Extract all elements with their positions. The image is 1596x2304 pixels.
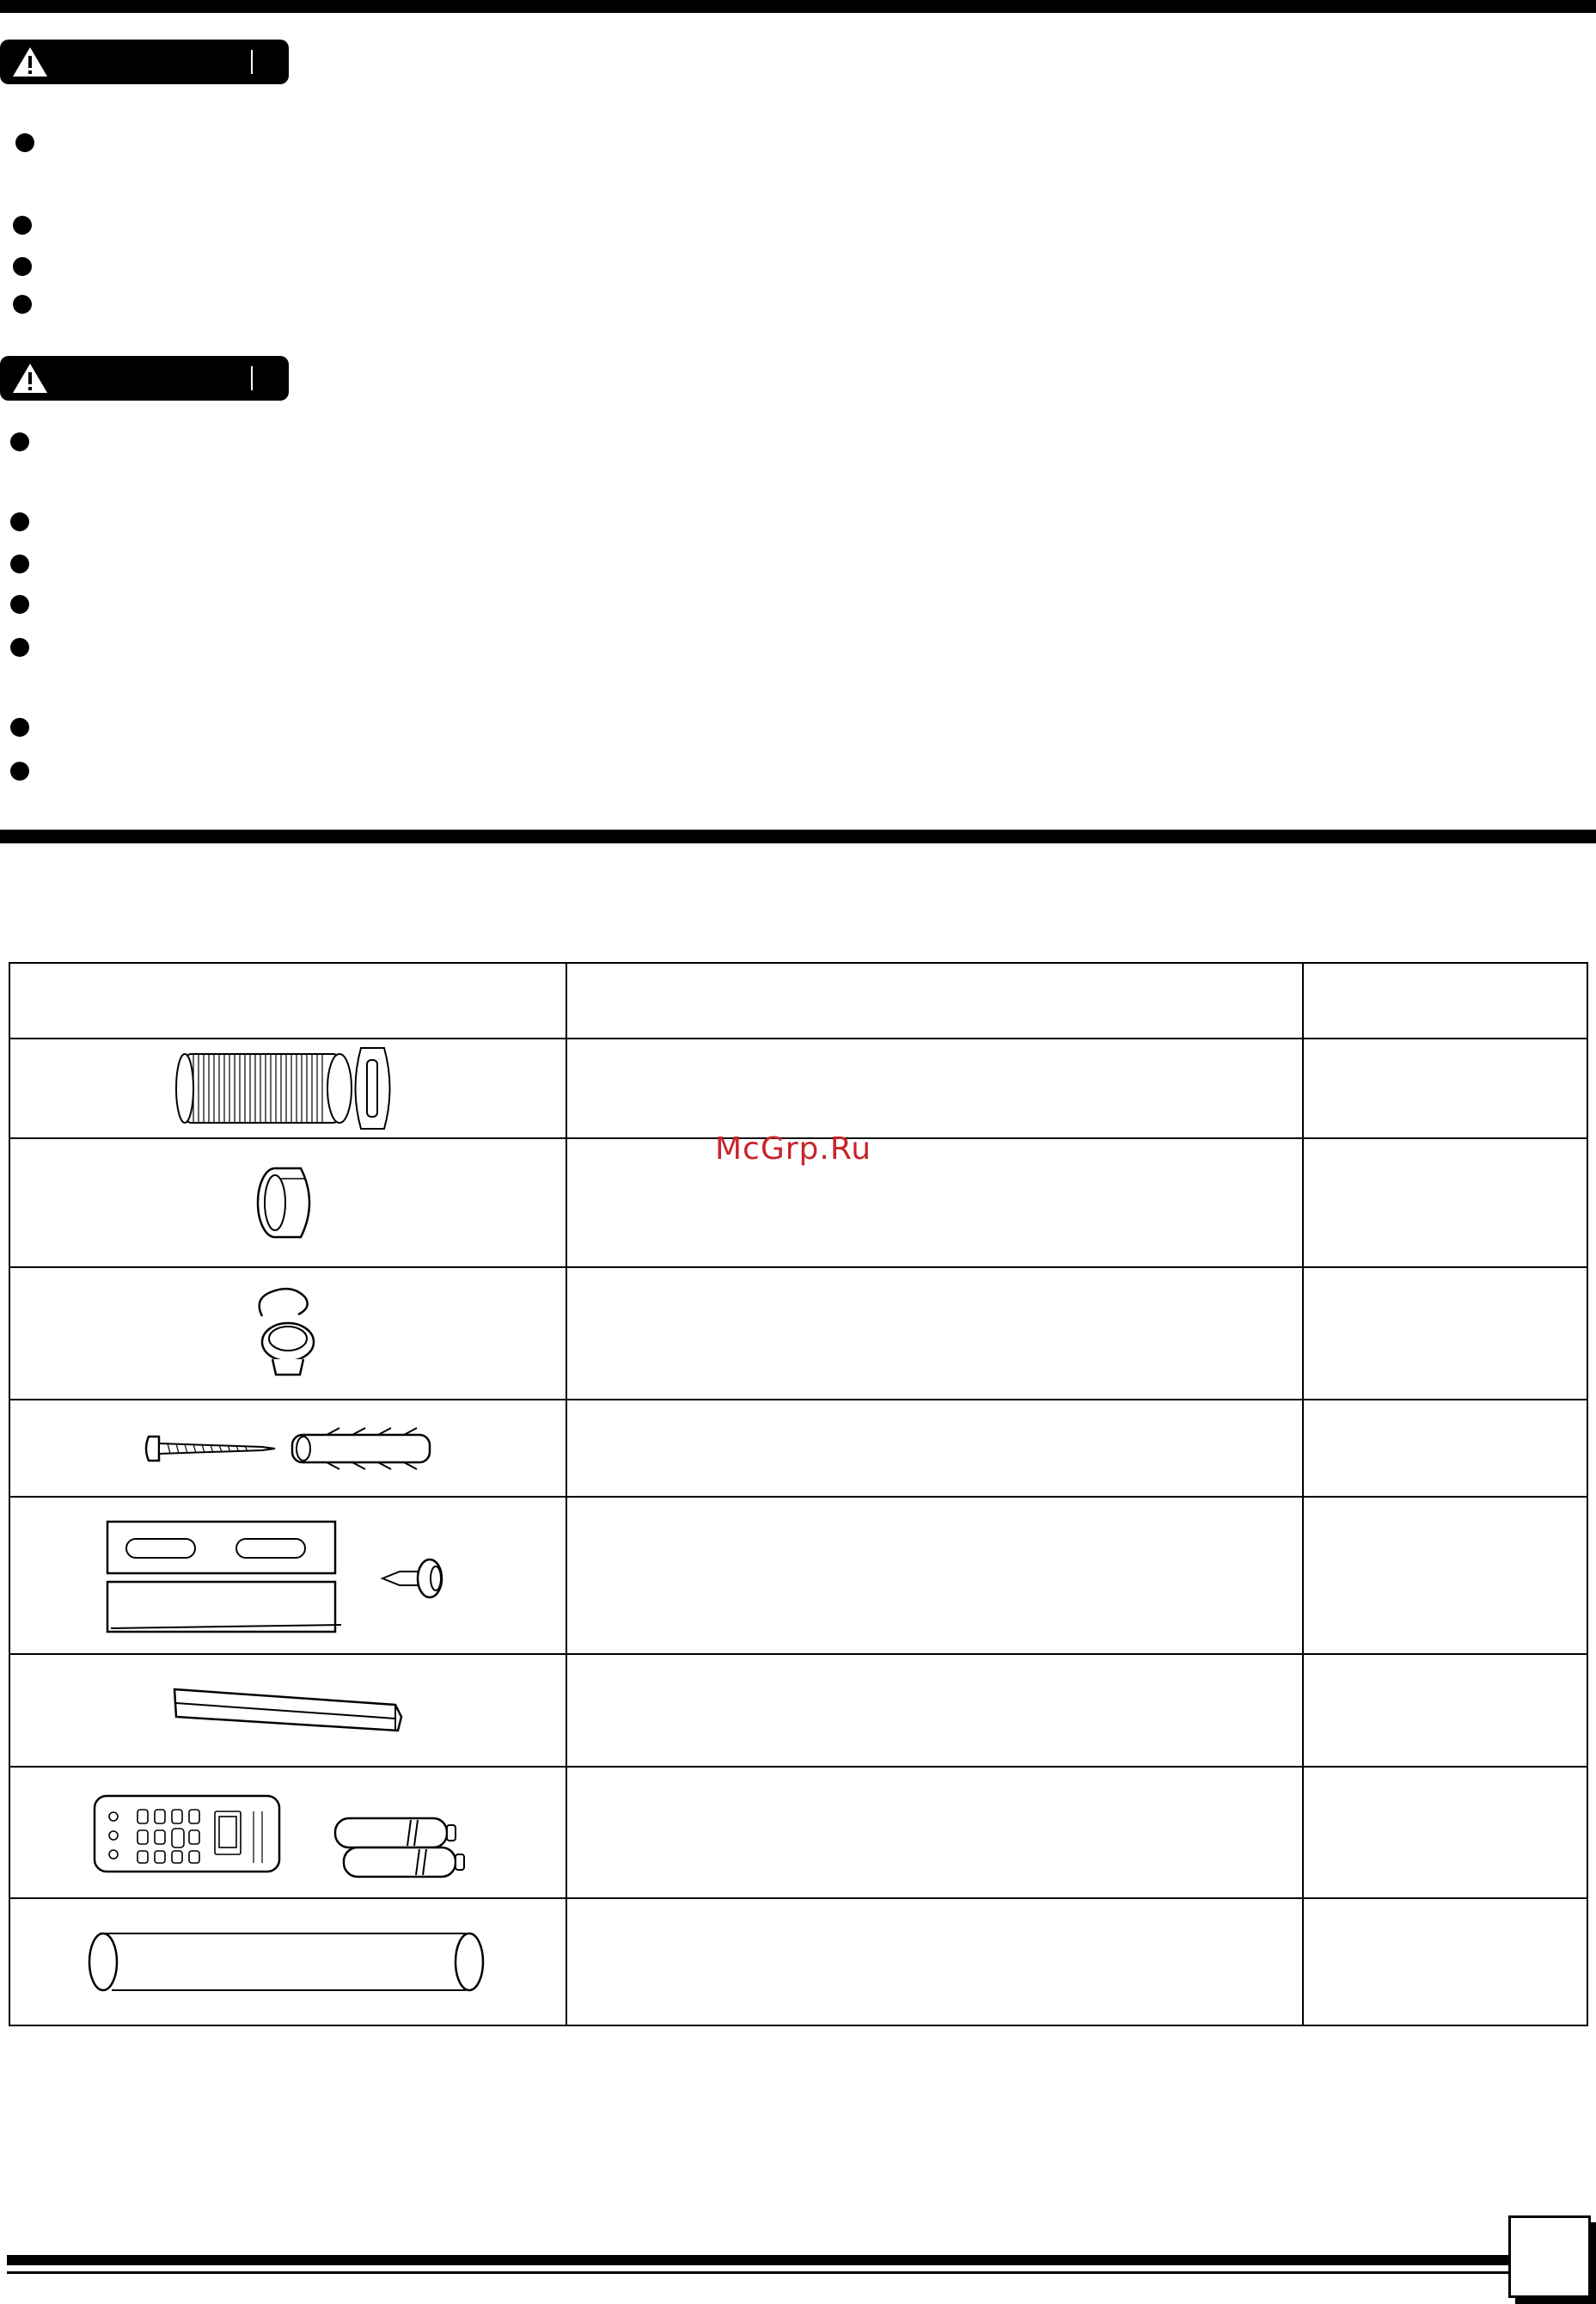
quantity-cell (1303, 1267, 1587, 1400)
list-bullet (13, 295, 32, 314)
header-cell (1303, 963, 1587, 1039)
image-cell (9, 1497, 566, 1654)
table-row (9, 1267, 1587, 1400)
description-cell (566, 1767, 1303, 1898)
list-bullet (10, 638, 29, 657)
list-bullet (10, 555, 29, 573)
description-cell (566, 1654, 1303, 1767)
footer-rule-thick (7, 2255, 1513, 2265)
quantity-cell (1303, 1138, 1587, 1267)
warning-triangle-icon (10, 45, 50, 79)
image-cell (9, 1267, 566, 1400)
description-cell (566, 1039, 1303, 1138)
warning-banner (0, 356, 289, 401)
remote-control-batteries-icon (86, 1786, 490, 1880)
cylinder-foam-icon (86, 1923, 490, 2001)
image-cell (9, 1400, 566, 1497)
hose-adapter-ring-icon (249, 1160, 327, 1246)
table-row (9, 1654, 1587, 1767)
image-cell (9, 1898, 566, 2025)
quantity-cell (1303, 1767, 1587, 1898)
image-cell (9, 1654, 566, 1767)
image-cell (9, 1767, 566, 1898)
quantity-cell (1303, 1400, 1587, 1497)
header-cell (566, 963, 1303, 1039)
description-cell (566, 1898, 1303, 2025)
exhaust-hose-icon (159, 1041, 417, 1136)
screw-and-anchor-icon (142, 1423, 434, 1474)
table-row (9, 1898, 1587, 2025)
table-row (9, 1400, 1587, 1497)
description-cell (566, 1138, 1303, 1267)
header-cell (9, 963, 566, 1039)
list-bullet (10, 595, 29, 614)
list-bullet (13, 257, 32, 276)
description-cell (566, 1267, 1303, 1400)
banner-divider (251, 366, 253, 390)
top-rule (0, 0, 1596, 13)
accessories-table (9, 962, 1588, 2026)
table-row (9, 1039, 1587, 1138)
watermark: McGrp.Ru (715, 1131, 872, 1167)
quantity-cell (1303, 1654, 1587, 1767)
table-header-row (9, 963, 1587, 1039)
list-bullet (13, 216, 32, 235)
quantity-cell (1303, 1497, 1587, 1654)
table-row (9, 1497, 1587, 1654)
list-bullet (15, 133, 34, 152)
foam-seal-strip-icon (159, 1681, 417, 1741)
description-cell (566, 1400, 1303, 1497)
list-bullet (10, 718, 29, 737)
warning-triangle-icon (10, 361, 50, 395)
table-row (9, 1767, 1587, 1898)
footer-rule-thin (7, 2271, 1513, 2274)
description-cell (566, 1497, 1303, 1654)
list-bullet (10, 762, 29, 781)
section-rule (0, 830, 1596, 843)
quantity-cell (1303, 1039, 1587, 1138)
warning-banner (0, 40, 289, 84)
list-bullet (10, 432, 29, 451)
banner-divider (251, 50, 253, 74)
list-bullet (10, 512, 29, 531)
page-number-box (1508, 2215, 1591, 2298)
image-cell (9, 1039, 566, 1138)
drain-plug-icon (245, 1282, 331, 1385)
window-bracket-icon (99, 1511, 477, 1640)
quantity-cell (1303, 1898, 1587, 2025)
image-cell (9, 1138, 566, 1267)
